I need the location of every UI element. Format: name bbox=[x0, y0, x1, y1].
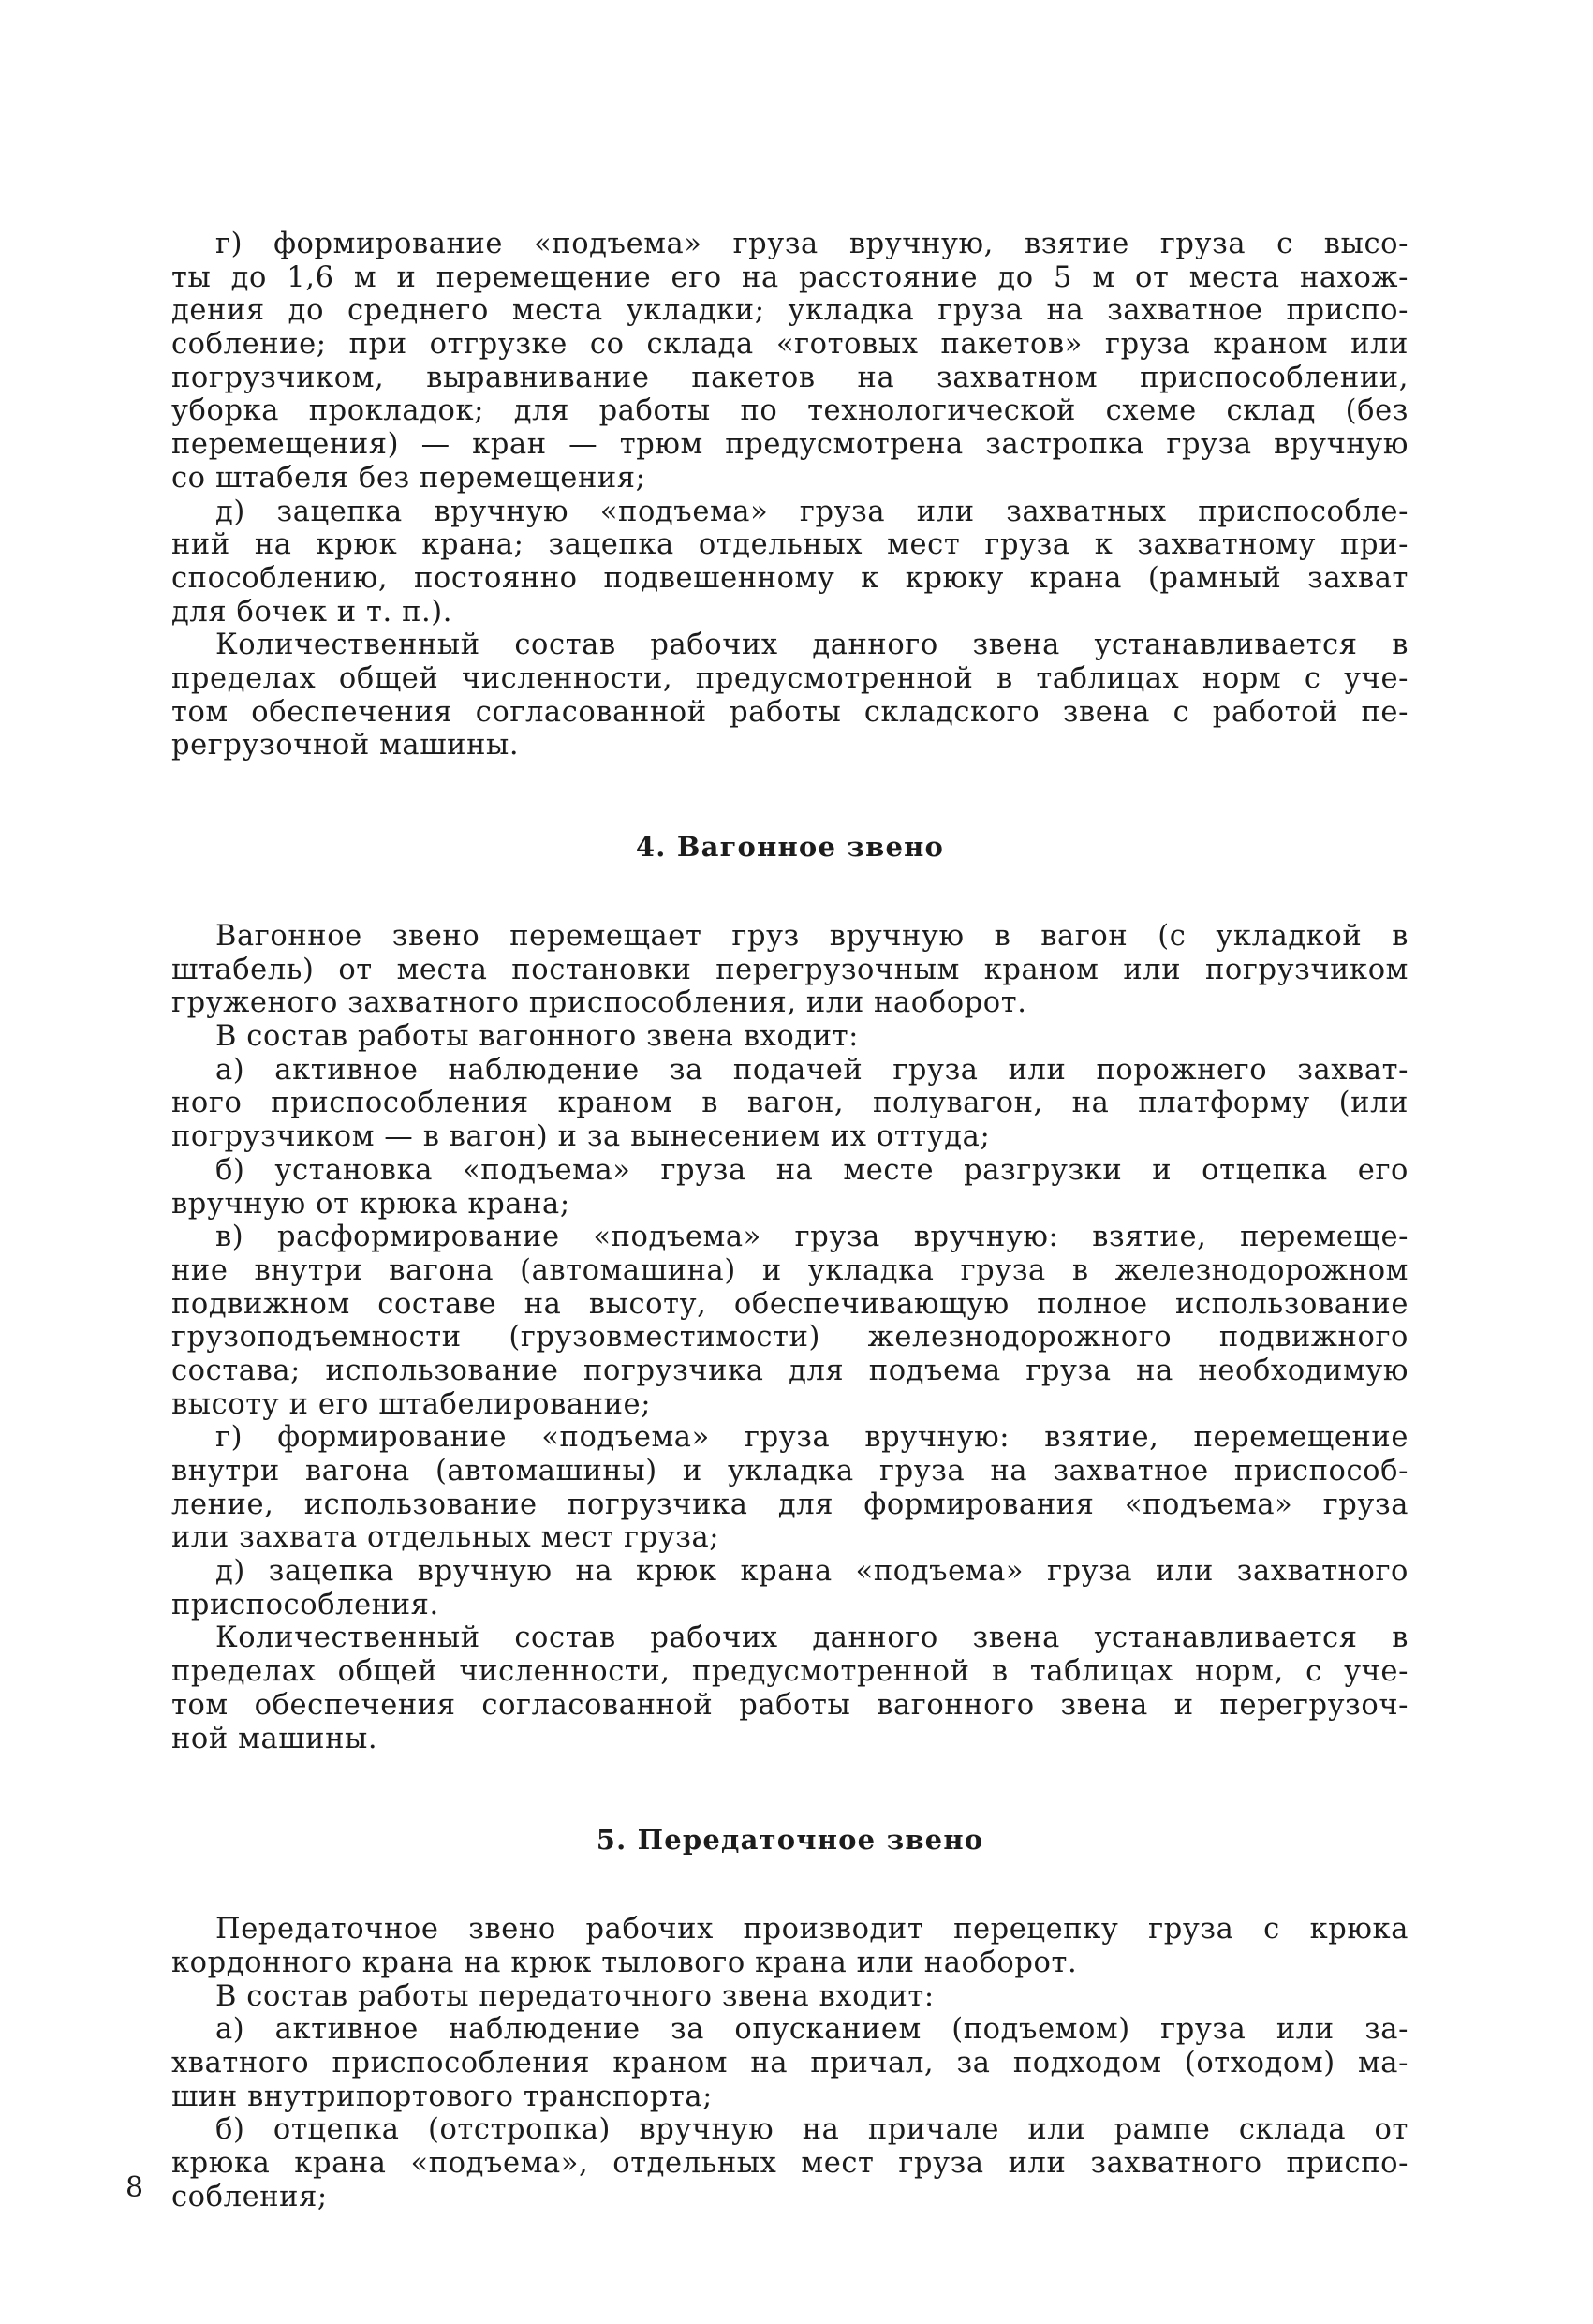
text-line: уборка прокладок; для работы по технологической схеме склад (без bbox=[171, 394, 1409, 428]
text-line: Количественный состав рабочих данного звена устанавливается в bbox=[215, 1621, 1409, 1655]
text-line: крюка крана «подъема», отдельных мест груза или захватного приспо- bbox=[171, 2147, 1409, 2180]
text-line: груженого захватного приспособления, или наоборот. bbox=[171, 986, 1027, 1020]
text-line: или захвата отдельных мест груза; bbox=[171, 1521, 720, 1555]
text-line: внутри вагона (автомашины) и укладка груза на захватное приспособ- bbox=[171, 1455, 1409, 1488]
section-4-heading: 4. Вагонное звено bbox=[635, 831, 945, 863]
section-3-continuation bbox=[171, 228, 1409, 762]
text-line: погрузчиком, выравнивание пакетов на захватном приспособлении, bbox=[171, 361, 1409, 394]
text-line: собления; bbox=[171, 2180, 328, 2213]
text-line: ной машины. bbox=[171, 1722, 378, 1755]
section-4-body bbox=[171, 920, 1409, 1755]
text-line: ний на крюк крана; зацепка отдельных мест груза к захватному при- bbox=[171, 528, 1409, 562]
text-line: а) активное наблюдение за подачей груза или порожнего захват- bbox=[215, 1053, 1409, 1087]
text-line: том обеспечения согласованной работы вагонного звена и перегрузоч- bbox=[171, 1688, 1409, 1722]
text-line: Вагонное звено перемещает груз вручную в вагон (с укладкой в bbox=[215, 920, 1409, 953]
text-line: высоту и его штабелирование; bbox=[171, 1387, 652, 1421]
text-line: регрузочной машины. bbox=[171, 729, 520, 762]
text-line: дения до среднего места укладки; укладка груза на захватное приспо- bbox=[171, 294, 1409, 328]
page-number: 8 bbox=[125, 2171, 144, 2204]
text-line: шин внутрипортового транспорта; bbox=[171, 2080, 714, 2113]
text-line: собление; при отгрузке со склада «готовых пакетов» груза краном или bbox=[171, 328, 1409, 362]
text-line: пределах общей численности, предусмотренной в таблицах норм с уче- bbox=[171, 661, 1409, 695]
text-line: грузоподъемности (грузовместимости) железнодорожного подвижного bbox=[171, 1321, 1409, 1354]
text-line: Количественный состав рабочих данного звена устанавливается в bbox=[215, 629, 1409, 662]
text-line: ление, использование погрузчика для формирования «подъема» груза bbox=[171, 1488, 1409, 1521]
text-line: для бочек и т. п.). bbox=[171, 595, 453, 629]
section-5-body bbox=[171, 1913, 1409, 2213]
text-line: г) формирование «подъема» груза вручную: взятие, перемещение bbox=[215, 1421, 1409, 1455]
text-line: пределах общей численности, предусмотренной в таблицах норм, с уче- bbox=[171, 1655, 1409, 1689]
text-line: ты до 1,6 м и перемещение его на расстояние до 5 м от места нахож- bbox=[171, 260, 1409, 294]
text-line: ние внутри вагона (автомашина) и укладка груза в железнодорожном bbox=[171, 1253, 1409, 1287]
text-line: В состав работы передаточного звена входит: bbox=[215, 1979, 935, 2013]
text-line: хватного приспособления краном на причал, за подходом (отходом) ма- bbox=[171, 2046, 1409, 2080]
text-line: ного приспособления краном в вагон, полувагон, на платформу (или bbox=[171, 1087, 1409, 1120]
text-line: кордонного крана на крюк тылового крана или наоборот. bbox=[171, 1946, 1078, 1979]
section-5-heading: 5. Передаточное звено bbox=[596, 1824, 984, 1857]
text-line: вручную от крюка крана; bbox=[171, 1187, 570, 1221]
text-line: Передаточное звено рабочих производит перецепку груза с крюка bbox=[215, 1913, 1409, 1947]
text-line: а) активное наблюдение за опусканием (подъемом) груза или за- bbox=[215, 2013, 1409, 2047]
text-line: приспособления. bbox=[171, 1588, 439, 1621]
text-line: В состав работы вагонного звена входит: bbox=[215, 1020, 860, 1054]
text-line: погрузчиком — в вагон) и за вынесением их оттуда; bbox=[171, 1120, 991, 1154]
text-line: в) расформирование «подъема» груза вручную: взятие, перемеще- bbox=[215, 1221, 1409, 1254]
text-line: подвижном составе на высоту, обеспечивающую полное использование bbox=[171, 1287, 1409, 1321]
text-line: перемещения) — кран — трюм предусмотрена застропка груза вручную bbox=[171, 428, 1409, 462]
text-line: д) зацепка вручную на крюк крана «подъема» груза или захватного bbox=[215, 1555, 1409, 1589]
text-line: г) формирование «подъема» груза вручную, взятие груза с высо- bbox=[215, 228, 1409, 260]
text-line: том обеспечения согласованной работы складского звена с работой пе- bbox=[171, 695, 1409, 729]
text-line: способлению, постоянно подвешенному к крюку крана (рамный захват bbox=[171, 561, 1409, 595]
text-line: штабель) от места постановки перегрузочным краном или погрузчиком bbox=[171, 953, 1409, 986]
text-line: б) отцепка (отстропка) вручную на причале или рампе склада от bbox=[215, 2113, 1409, 2147]
text-line: д) зацепка вручную «подъема» груза или захватных приспособле- bbox=[215, 495, 1409, 528]
text-line: б) установка «подъема» груза на месте разгрузки и отцепка его bbox=[215, 1153, 1409, 1187]
text-line: со штабеля без перемещения; bbox=[171, 461, 646, 495]
text-line: состава; использование погрузчика для подъема груза на необходимую bbox=[171, 1354, 1409, 1387]
